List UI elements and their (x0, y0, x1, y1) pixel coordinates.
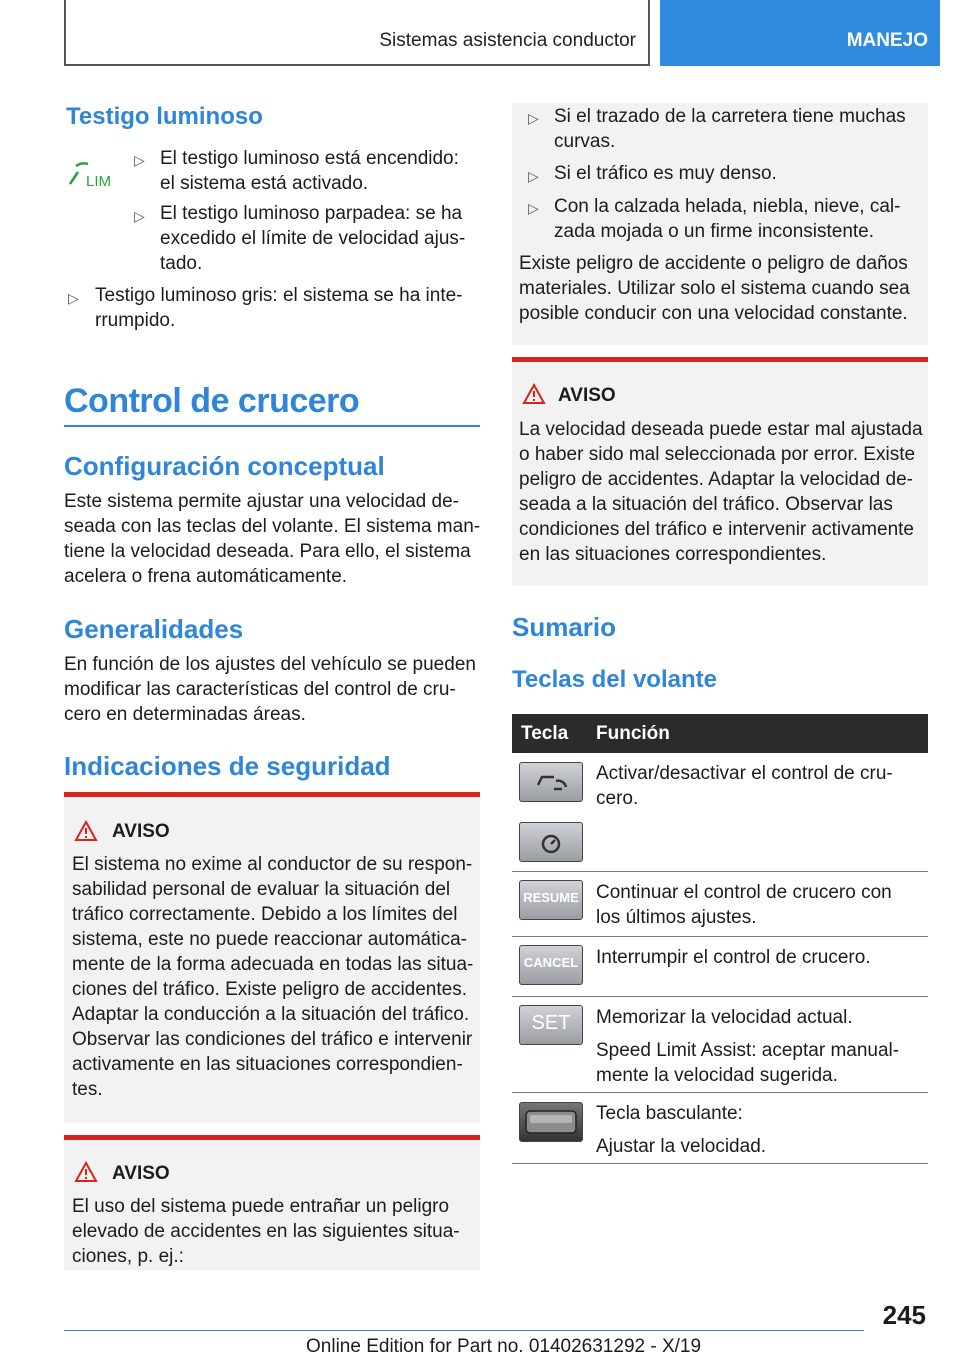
set-key-label: SET (531, 1012, 571, 1034)
warning-triangle-icon (74, 820, 98, 842)
table-row-divider (512, 1092, 928, 1093)
teclas-title: Teclas del volante (512, 666, 717, 693)
warning-triangle-icon (522, 383, 546, 405)
bullet-triangle-icon: ▷ (528, 168, 539, 184)
table-row-3-function: Interrumpir el control de crucero. (596, 947, 871, 968)
sumario-title: Sumario (512, 612, 617, 642)
bullet-triangle-icon: ▷ (528, 110, 539, 126)
warning-head-3: AVISO (558, 385, 616, 406)
safety-title: Indicaciones de seguridad (64, 751, 391, 781)
table-row-divider (512, 1163, 928, 1164)
warning-head-1: AVISO (112, 821, 170, 842)
cont-bullet-3: Con la calzada helada, niebla, nieve, cal- zada mojada o un firme inconsistente. (554, 196, 901, 242)
footer-edition: Online Edition for Part no. 01402631292 - X/19 (306, 1336, 702, 1357)
resume-key-label: RESUME (523, 890, 579, 905)
bullet-triangle-icon: ▷ (134, 152, 145, 168)
control-title: Control de crucero (64, 382, 360, 420)
cancel-key (519, 945, 583, 985)
warning-text-3: La velocidad deseada puede estar mal ajustada o haber sido mal seleccionada por error. Existe peligro de accidentes. Adaptar la velocidad de- seada a la situación del tráfico. Observar las condiciones del tráfico e intervenir activamente en las situaciones correspondientes. (519, 419, 923, 565)
table-row-divider (512, 996, 928, 997)
lim-bullet-1: El testigo luminoso está encendido: el sistema está activado. (160, 148, 459, 194)
cont-bullet-2: Si el tráfico es muy denso. (554, 163, 777, 184)
header-rule-right (648, 0, 650, 66)
resume-key (519, 880, 583, 920)
lim-indicator-icon (68, 160, 118, 190)
bullet-triangle-icon: ▷ (528, 200, 539, 216)
warning-triangle-icon (74, 1161, 98, 1183)
page-number: 245 (882, 1300, 926, 1330)
table-row-divider (512, 936, 928, 937)
warning-text-2: El uso del sistema puede entrañar un peligro elevado de accidentes en las siguientes situa- ciones, p. ej.: (72, 1196, 460, 1267)
cruise-key-icon (519, 762, 583, 802)
cancel-key-label: CANCEL (523, 955, 579, 970)
lim-icon-label: LIM (86, 173, 112, 190)
table-row-2-function: Continuar el control de crucero con los últimos ajustes. (596, 882, 892, 928)
title-rule (64, 425, 480, 427)
bullet-triangle-icon: ▷ (134, 208, 145, 224)
chapter-tab-label: MANEJO (846, 30, 928, 51)
table-row-1-function: Activar/desactivar el control de cru- cero. (596, 763, 893, 809)
table-header-function: Función (596, 723, 670, 744)
footer-rule (64, 1330, 864, 1331)
warning-head-2: AVISO (112, 1163, 170, 1184)
config-text: Este sistema permite ajustar una velocidad de- seada con las teclas del volante. El sistema man- tiene la velocidad deseada. Para ello, el sistema acelera o frena automáticamente. (64, 491, 481, 587)
bullet-triangle-icon: ▷ (68, 290, 79, 306)
general-text: En función de los ajustes del vehículo se pueden modificar las características del control de cru- cero en determinadas áreas. (64, 654, 476, 725)
general-title: Generalidades (64, 614, 244, 644)
table-header-key: Tecla (521, 723, 569, 744)
table-header (512, 714, 928, 753)
warning-text-1: El sistema no exime al conductor de su respon- sabilidad personal de evaluar la situación del tráfico correctamente. Debido a los límites del sistema, este no puede reaccionar automática- mente de la forma adecuada en todas las situa- ciones del tráfico. Existe peligro de accidentes. Adaptar la conducción a la situación del tráfico. Observar las condiciones del tráfico e intervenir activamente en las situaciones correspondien- tes. (72, 854, 474, 1100)
table-row-5-function: Tecla basculante: Ajustar la velocidad. (596, 1103, 767, 1157)
cont-text: Existe peligro de accidente o peligro de daños materiales. Utilizar solo el sistema cuando sea posible conducir con una velocidad constante. (519, 253, 910, 324)
header-rule-bottom (64, 64, 650, 66)
limiter-key-icon (519, 822, 583, 862)
lim-bullet-2: El testigo luminoso parpadea: se ha excedido el límite de velocidad ajus- tado. (160, 203, 466, 274)
table-row-divider (512, 871, 928, 872)
gray-bullet: Testigo luminoso gris: el sistema se ha inte- rrumpido. (95, 285, 463, 331)
header-section-title: Sistemas asistencia conductor (379, 30, 636, 51)
table-row-4-function: Memorizar la velocidad actual. Speed Limit Assist: aceptar manual- mente la velocidad sugerida. (596, 1007, 900, 1086)
config-title: Configuración conceptual (64, 451, 385, 481)
testigo-title: Testigo luminoso (66, 103, 263, 130)
set-key (519, 1005, 583, 1045)
cont-bullet-1: Si el trazado de la carretera tiene muchas curvas. (554, 106, 906, 152)
rocker-switch-key-icon (519, 1102, 583, 1142)
